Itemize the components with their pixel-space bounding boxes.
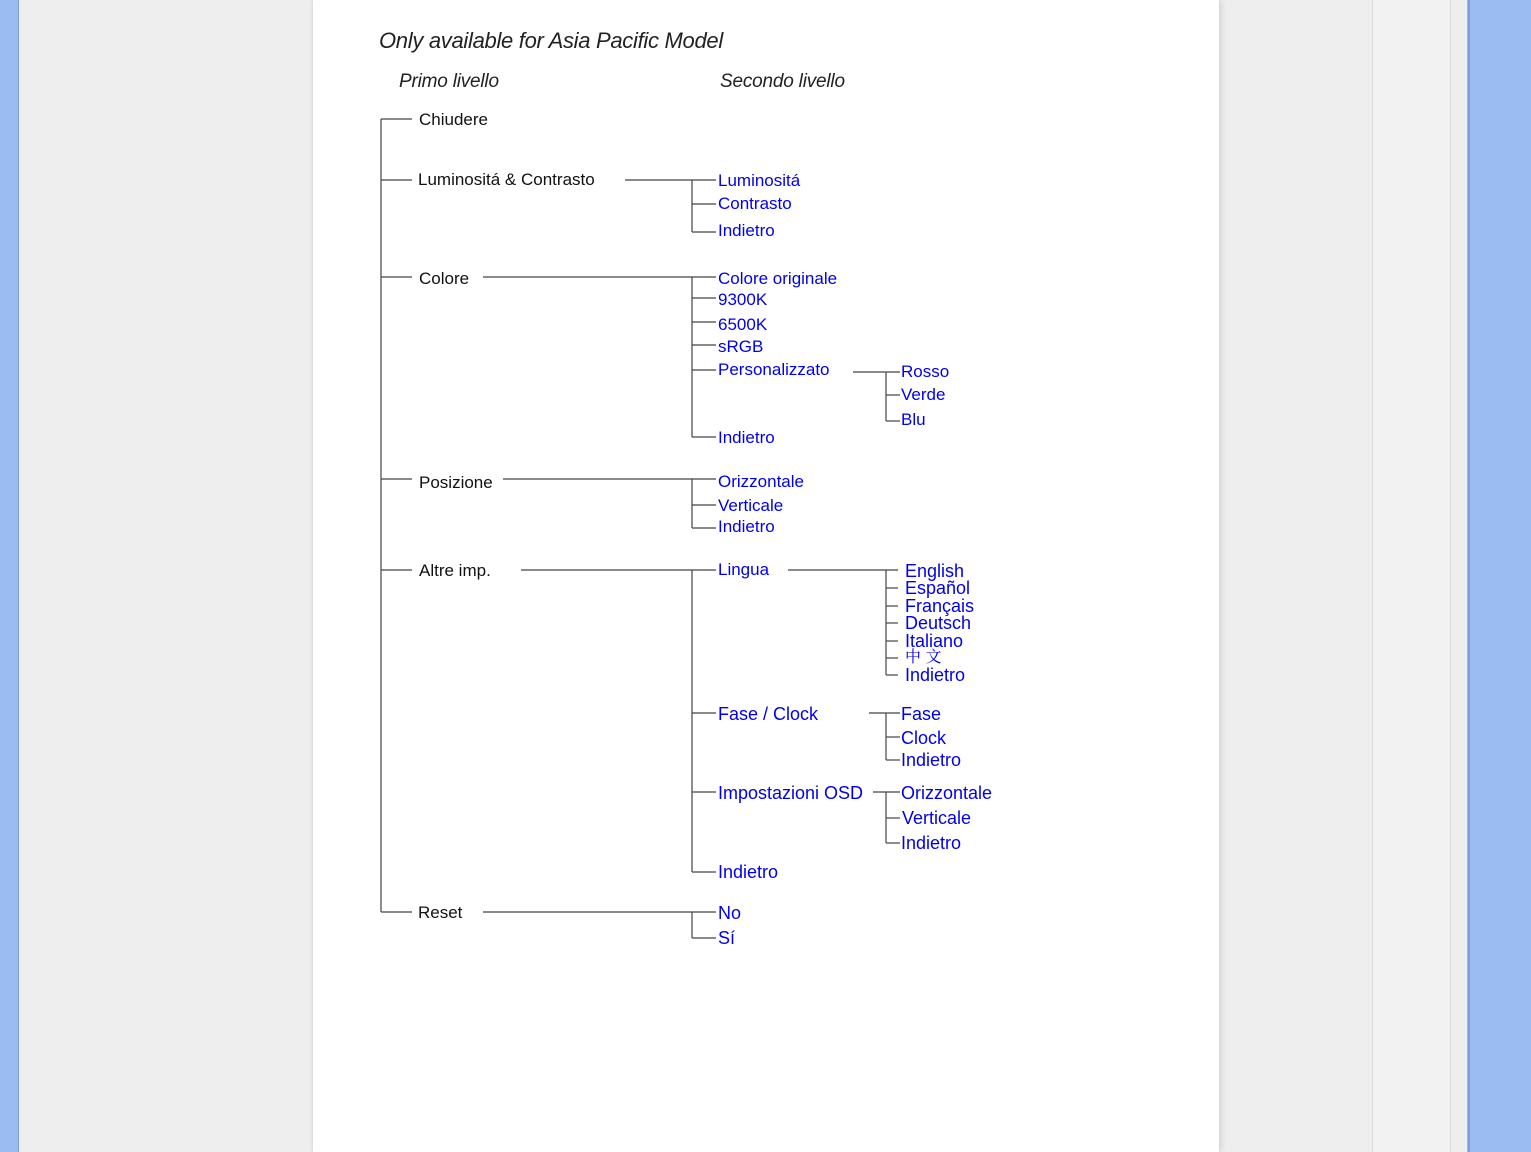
document-page	[313, 0, 1219, 1152]
third-level-item: Fase	[901, 704, 942, 724]
right-panel	[1372, 0, 1451, 1152]
third-level-item: Blu	[901, 410, 926, 429]
submenu-item: 9300K	[718, 290, 768, 309]
third-level-item: Verde	[901, 385, 946, 404]
menu-item-reset: Reset	[418, 903, 463, 922]
language-option: 中 文	[905, 649, 942, 666]
submenu-item: Luminositá	[718, 171, 801, 190]
submenu-item: Verticale	[718, 496, 784, 515]
submenu-item: Sí	[718, 928, 736, 948]
submenu-item: Fase / Clock	[718, 704, 819, 724]
submenu-item: Orizzontale	[718, 472, 804, 491]
third-level-item: Rosso	[901, 362, 950, 381]
window-frame-left	[0, 0, 19, 1152]
submenu-item: Impostazioni OSD	[718, 783, 864, 803]
language-option: Italiano	[905, 631, 964, 651]
menu-item-posizione: Posizione	[419, 473, 493, 492]
menu-item-chiudere: Chiudere	[419, 110, 488, 129]
column-header-second-level: Secondo livello	[720, 71, 845, 92]
submenu-item: Indietro	[718, 517, 775, 536]
language-option: English	[905, 561, 965, 581]
third-level-item: Verticale	[902, 808, 972, 828]
submenu-item: sRGB	[718, 337, 764, 356]
submenu-item: Colore originale	[718, 269, 838, 288]
menu-item-colore: Colore	[419, 269, 470, 288]
third-level-item: Indietro	[901, 833, 962, 853]
submenu-item: Indietro	[718, 862, 779, 882]
window-frame-right	[1468, 0, 1531, 1152]
submenu-item: Contrasto	[718, 194, 792, 213]
language-option: Español	[905, 578, 971, 598]
submenu-item: Lingua	[718, 560, 770, 579]
page-heading: Only available for Asia Pacific Model	[379, 28, 723, 53]
menu-item-luminosita-contrasto: Luminositá & Contrasto	[418, 170, 595, 189]
submenu-item: 6500K	[718, 315, 768, 334]
third-level-item: Clock	[901, 728, 947, 748]
language-option: Français	[905, 596, 975, 616]
submenu-item: Indietro	[718, 221, 775, 240]
language-option: Deutsch	[905, 613, 972, 633]
third-level-item: Orizzontale	[901, 783, 993, 803]
menu-item-altre-imp: Altre imp.	[419, 561, 491, 580]
submenu-item: Personalizzato	[718, 360, 830, 379]
submenu-item: Indietro	[718, 428, 775, 447]
submenu-item: No	[718, 903, 742, 923]
column-header-first-level: Primo livello	[399, 71, 499, 92]
language-option: Indietro	[905, 665, 966, 685]
third-level-item: Indietro	[901, 750, 962, 770]
